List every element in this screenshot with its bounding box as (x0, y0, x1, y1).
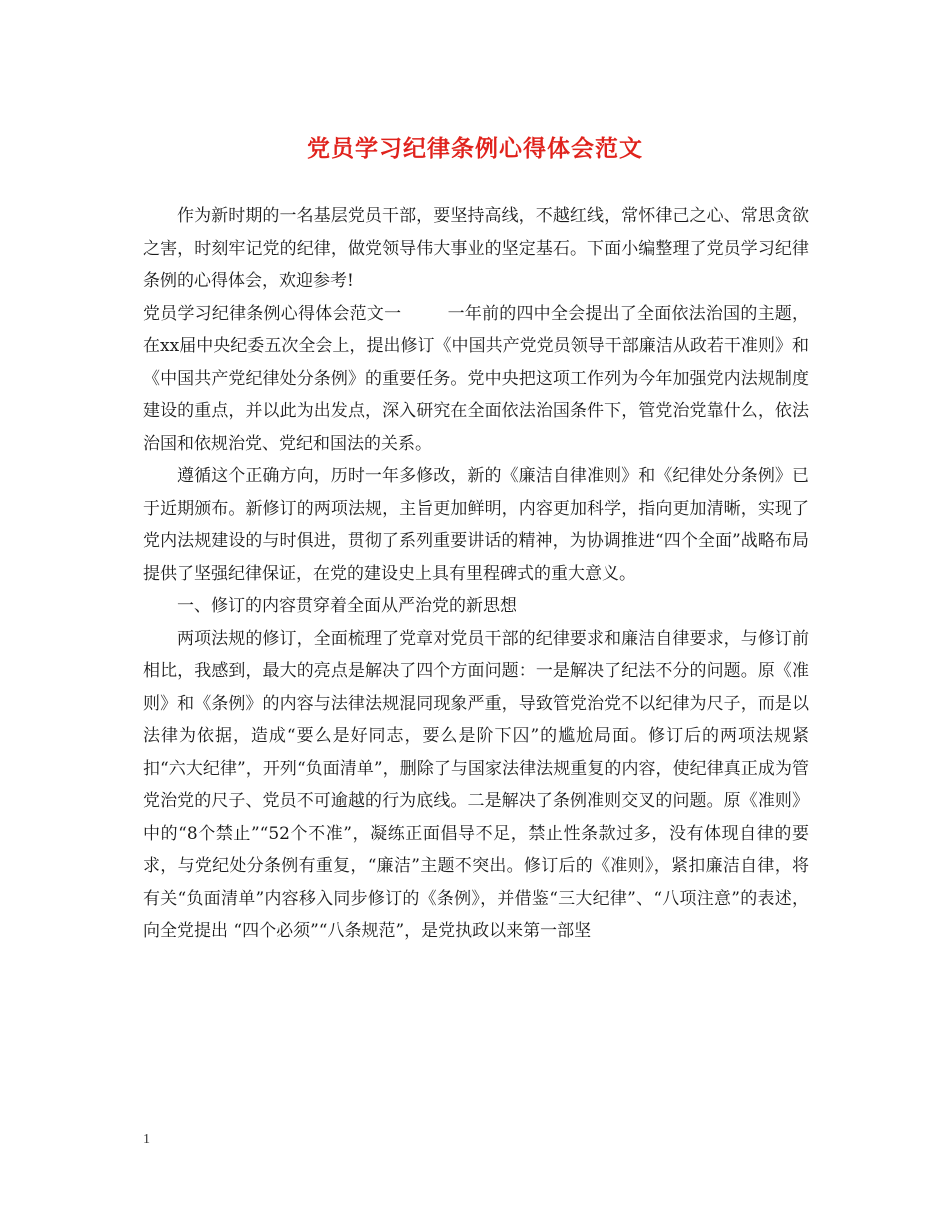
document-body (143, 200, 809, 948)
page-number: 1 (143, 1132, 150, 1147)
paragraph-subheading: 一、修订的内容贯穿着全面从严治党的新思想 (177, 596, 517, 616)
paragraph-section-one (143, 298, 809, 461)
paragraph-intro: 作为新时期的一名基层党员干部，要坚持高线，不越红线，常怀律己之心、常思贪欲之害，时刻牢记党的纪律，做党领导伟大事业的坚定基石。下面小编整理了党员学习纪律条例的心得体会，欢迎参考! (143, 206, 809, 291)
section-one-text: 一年前的四中全会提出了全面依法治国的主题，在xx届中央纪委五次全会上，提出修订《中国共产党党员领导干部廉洁从政若干准则》和《中国共产党纪律处分条例》的重要任务。党中央把这项工作列为今年加强党内法规制度建设的重点，并以此为出发点，深入研究在全面依法治国条件下，管党治党靠什么，依法治国和依规治党、党纪和国法的关系。 (143, 303, 810, 454)
section-heading: 党员学习纪律条例心得体会范文一 (143, 303, 402, 324)
paragraph-direction: 遵循这个正确方向，历时一年多修改，新的《廉洁自律准则》和《纪律处分条例》已于近期颁布。新修订的两项法规，主旨更加鲜明，内容更加科学，指向更加清晰，实现了党内法规建设的与时俱进，贯彻了系列重要讲话的精神，为协调推进“四个全面”战略布局提供了坚强纪律保证，在党的建设史上具有里程碑式的重大意义。 (143, 466, 809, 584)
document-title: 党员学习纪律条例心得体会范文 (307, 135, 643, 162)
paragraph-revision: 两项法规的修订，全面梳理了党章对党员干部的纪律要求和廉洁自律要求，与修订前相比，我感到，最大的亮点是解决了四个方面问题：一是解决了纪法不分的问题。原《准则》和《条例》的内容与法律法规混同现象严重，导致管党治党不以纪律为尺子，而是以法律为依据，造成“要么是好同志，要么是阶下囚”的尴尬局面。修订后的两项法规紧扣“六大纪律”，开列“负面清单”，删除了与国家法律法规重复的内容，使纪律真正成为管党治党的尺子、党员不可逾越的行为底线。二是解决了条例准则交叉的问题。原《准则》中的“8个禁止”“52个不准”，凝练正面倡导不足，禁止性条款过多，没有体现自律的要求，与党纪处分条例有重复，“廉洁”主题不突出。修订后的《准则》，紧扣廉洁自律，将有关“负面清单”内容移入同步修订的《条例》，并借鉴“三大纪律”、“八项注意”的表述，向全党提出 “四个必须”“八条规范”，是党执政以来第一部坚 (143, 628, 809, 941)
